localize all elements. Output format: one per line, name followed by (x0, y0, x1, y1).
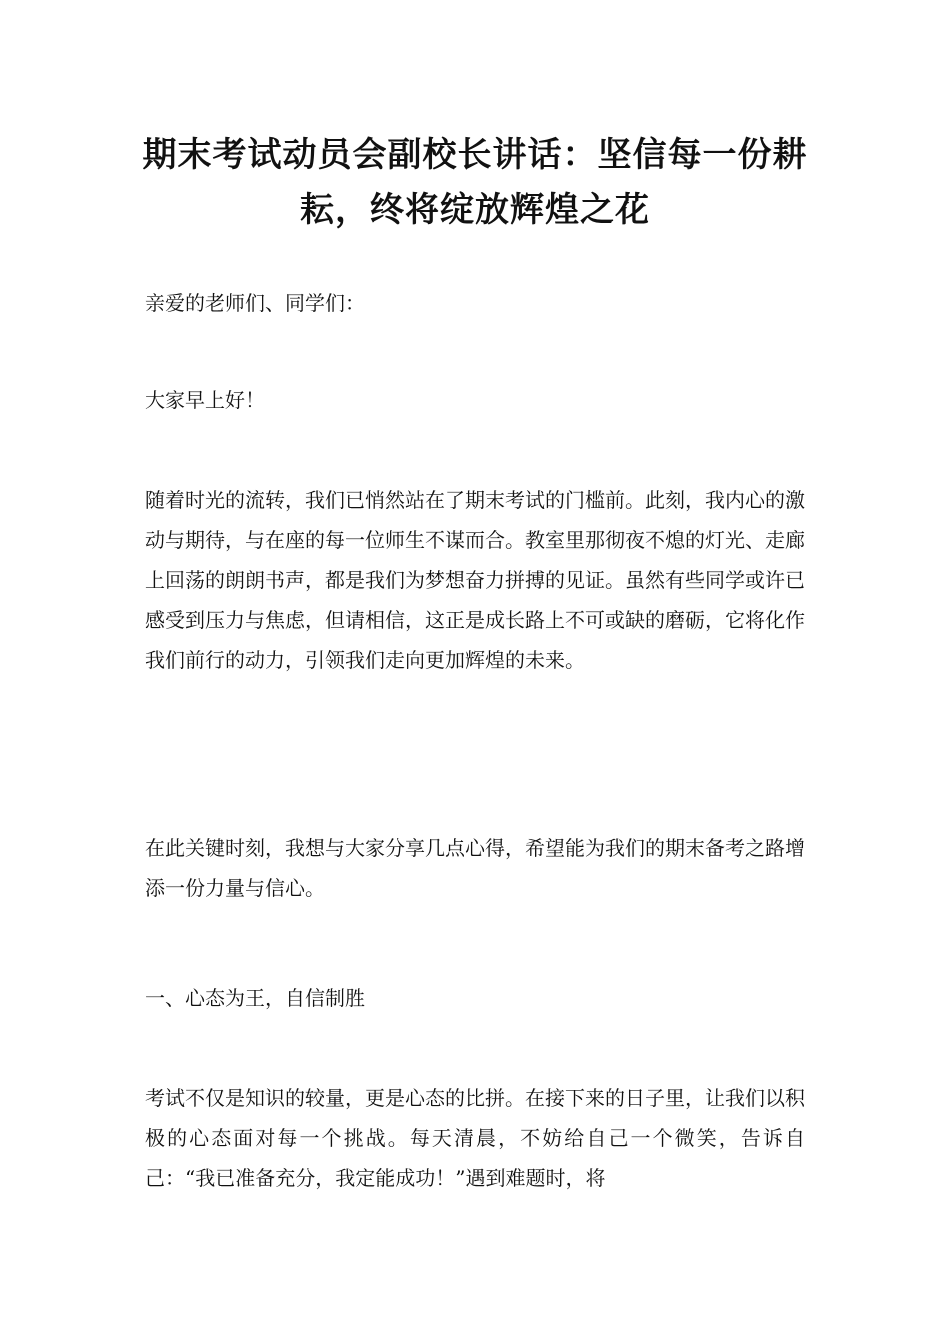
greeting-paragraph: 大家早上好！ (145, 388, 265, 412)
salutation-paragraph: 亲爱的老师们、同学们： (145, 291, 365, 315)
document-title: 期末考试动员会副校长讲话：坚信每一份耕耘，终将绽放辉煌之花 (142, 135, 808, 230)
mindset-paragraph: 考试不仅是知识的较量，更是心态的比拼。在接下来的日子里，让我们以积极的心态面对每一个挑战。每天清晨，不妨给自己一个微笑，告诉自己：“我已准备充分，我定能成功！”遇到难题时，将 (145, 1086, 805, 1190)
intro-paragraph: 随着时光的流转，我们已悄然站在了期末考试的门槛前。此刻，我内心的激动与期待，与在座的每一位师生不谋而合。教室里那彻夜不熄的灯光、走廊上回荡的朗朗书声，都是我们为梦想奋力拼搏的见证。虽然有些同学或许已感受到压力与焦虑，但请相信，这正是成长路上不可或缺的磨砺，它将化作我们前行的动力，引领我们走向更加辉煌的未来。 (145, 488, 805, 672)
section-heading-mindset: 一、心态为王，自信制胜 (145, 986, 365, 1010)
share-paragraph: 在此关键时刻，我想与大家分享几点心得，希望能为我们的期末备考之路增添一份力量与信心。 (145, 836, 805, 900)
